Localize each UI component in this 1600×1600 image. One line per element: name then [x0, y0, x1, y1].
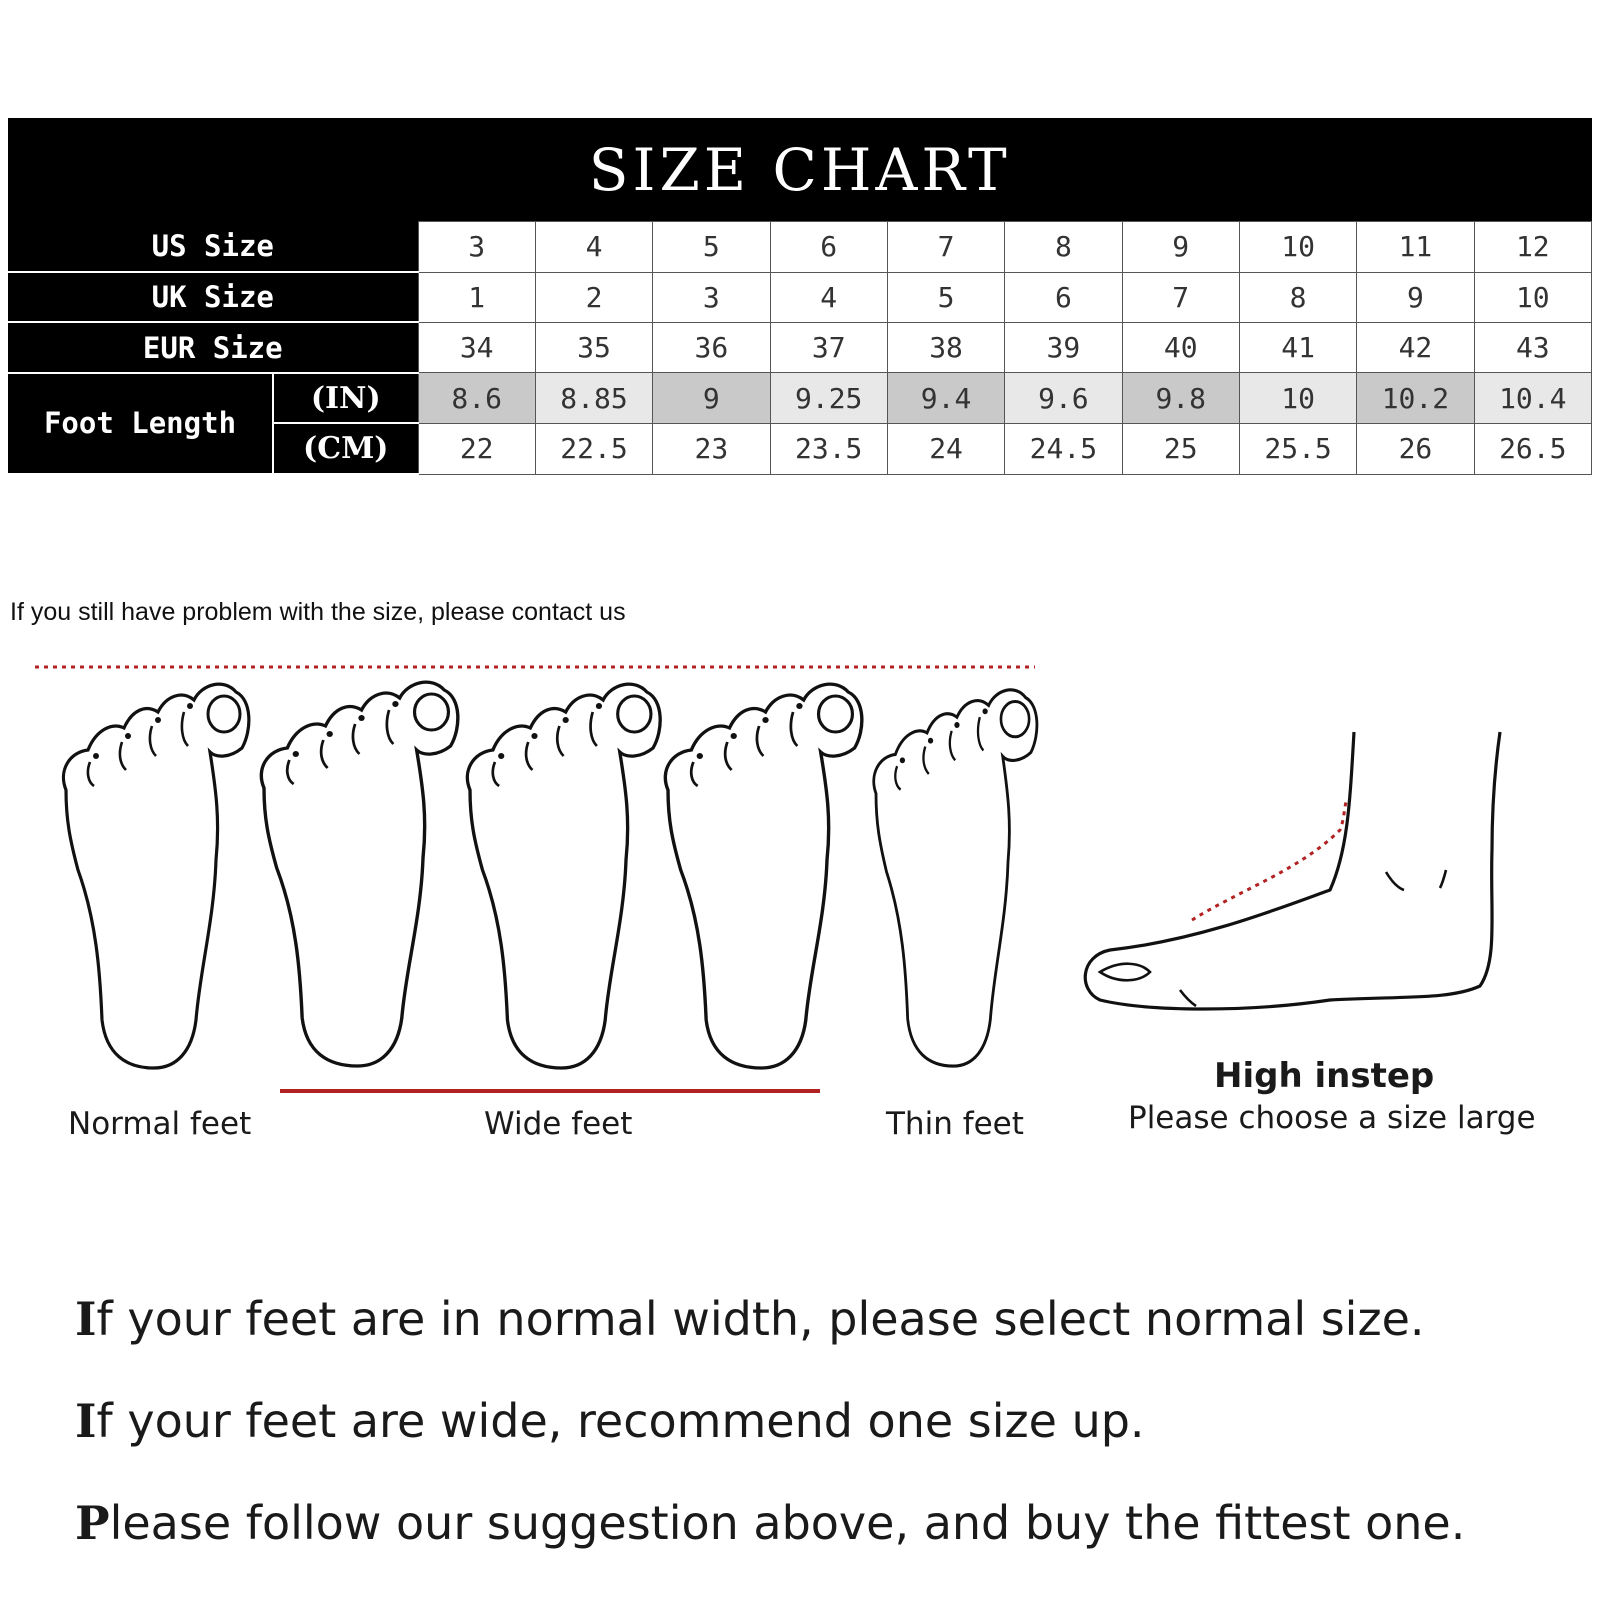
- uk-size-cell: 3: [653, 272, 770, 322]
- foot-length-cm-cell: 26: [1357, 423, 1474, 474]
- us-size-cell: 11: [1357, 222, 1474, 272]
- tip-text: lease follow our suggestion above, and buy the fittest one.: [109, 1496, 1466, 1550]
- us-size-row: [8, 222, 1592, 272]
- eur-size-cell: 37: [770, 322, 887, 372]
- foot-length-cm-cell: 23: [653, 423, 770, 474]
- uk-size-cell: 10: [1474, 272, 1591, 322]
- us-size-cell: 4: [535, 222, 652, 272]
- foot-length-in-cell: 9: [653, 373, 770, 423]
- tip-text: f your feet are in normal width, please select normal size.: [96, 1292, 1425, 1346]
- tip-initial: P: [75, 1496, 110, 1550]
- foot-length-cm-cell: 23.5: [770, 423, 887, 474]
- foot-length-in-cell: 9.25: [770, 373, 887, 423]
- eur-size-cell: 34: [418, 322, 535, 372]
- normal-feet-label: Normal feet: [68, 1106, 252, 1142]
- uk-size-cell: 2: [535, 272, 652, 322]
- uk-size-cell: 5: [887, 272, 1004, 322]
- normal-foot-icon: [63, 684, 248, 1068]
- tip-initial: I: [75, 1292, 97, 1346]
- inch-unit-label: (IN): [273, 373, 418, 423]
- us-size-cell: 5: [653, 222, 770, 272]
- eur-size-label: EUR Size: [8, 322, 418, 372]
- uk-size-cell: 6: [1005, 272, 1122, 322]
- foot-length-in-cell: 10.4: [1474, 373, 1591, 423]
- foot-length-in-cell: 10.2: [1357, 373, 1474, 423]
- wide-foot-icon: [261, 682, 458, 1066]
- us-size-cell: 3: [418, 222, 535, 272]
- eur-size-cell: 35: [535, 322, 652, 372]
- size-chart-title: SIZE CHART: [8, 118, 1592, 222]
- tip-line: [75, 1292, 1425, 1346]
- eur-size-cell: 39: [1005, 322, 1122, 372]
- foot-length-in-cell: 9.4: [887, 373, 1004, 423]
- eur-size-cell: 43: [1474, 322, 1591, 372]
- us-size-cell: 8: [1005, 222, 1122, 272]
- high-instep-foot-icon: [1085, 732, 1500, 1009]
- foot-length-cm-cell: 22: [418, 423, 535, 474]
- eur-size-cell: 36: [653, 322, 770, 372]
- thin-feet-label: Thin feet: [886, 1106, 1024, 1142]
- thin-foot-icon: [874, 690, 1037, 1066]
- foot-length-in-cell: 9.6: [1005, 373, 1122, 423]
- eur-size-row: [8, 322, 1592, 372]
- wide-feet-label: Wide feet: [484, 1106, 633, 1142]
- us-size-cell: 7: [887, 222, 1004, 272]
- wide-foot-icon: [467, 684, 660, 1068]
- uk-size-cell: 9: [1357, 272, 1474, 322]
- foot-length-in-cell: 10: [1239, 373, 1356, 423]
- us-size-cell: 6: [770, 222, 887, 272]
- eur-size-cell: 41: [1239, 322, 1356, 372]
- us-size-label: US Size: [8, 222, 418, 272]
- tip-line: [75, 1394, 1145, 1448]
- foot-length-label: Foot Length: [8, 373, 273, 474]
- eur-size-cell: 40: [1122, 322, 1239, 372]
- foot-length-cm-cell: 24.5: [1005, 423, 1122, 474]
- foot-length-cm-cell: 25: [1122, 423, 1239, 474]
- us-size-cell: 12: [1474, 222, 1591, 272]
- foot-length-cm-cell: 22.5: [535, 423, 652, 474]
- eur-size-cell: 38: [887, 322, 1004, 372]
- wide-foot-icon: [665, 684, 862, 1068]
- us-size-cell: 10: [1239, 222, 1356, 272]
- uk-size-row: [8, 272, 1592, 322]
- foot-length-cm-cell: 24: [887, 423, 1004, 474]
- foot-length-in-cell: 8.6: [418, 373, 535, 423]
- uk-size-cell: 4: [770, 272, 887, 322]
- foot-length-cm-cell: 25.5: [1239, 423, 1356, 474]
- foot-length-cm-cell: 26.5: [1474, 423, 1591, 474]
- uk-size-cell: 1: [418, 272, 535, 322]
- contact-note: If you still have problem with the size, please contact us: [10, 598, 626, 626]
- foot-length-in-cell: 8.85: [535, 373, 652, 423]
- tip-line: [75, 1496, 1465, 1550]
- uk-size-cell: 8: [1239, 272, 1356, 322]
- cm-unit-label: (CM): [273, 423, 418, 474]
- tip-text: f your feet are wide, recommend one size up.: [96, 1394, 1145, 1448]
- uk-size-label: UK Size: [8, 272, 418, 322]
- eur-size-cell: 42: [1357, 322, 1474, 372]
- foot-length-in-row: [8, 373, 1592, 423]
- size-chart-table: [8, 118, 1592, 475]
- tip-initial: I: [75, 1394, 97, 1448]
- high-instep-note: Please choose a size large: [1128, 1100, 1536, 1136]
- high-instep-title: High instep: [1214, 1056, 1435, 1096]
- uk-size-cell: 7: [1122, 272, 1239, 322]
- foot-length-in-cell: 9.8: [1122, 373, 1239, 423]
- us-size-cell: 9: [1122, 222, 1239, 272]
